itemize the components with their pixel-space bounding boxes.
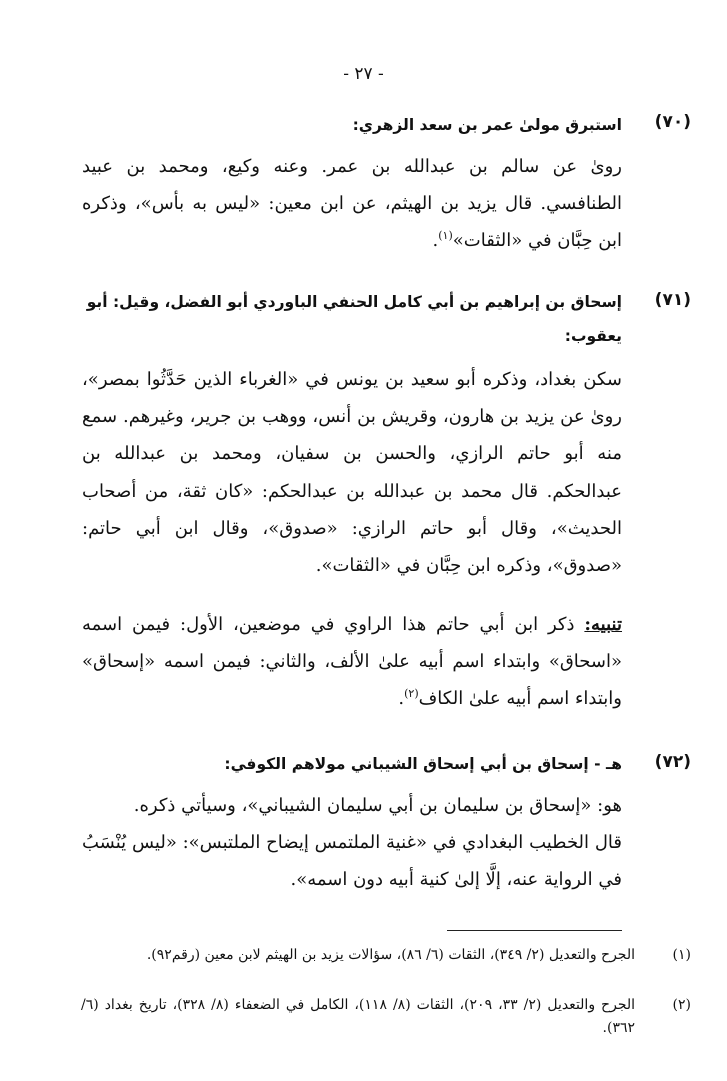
- entry-heading: إسحاق بن إبراهيم بن أبي كامل الحنفي الباوردي أبو الفضل، وقيل: أبو يعقوب:: [86, 293, 622, 345]
- entry-note: [82, 606, 622, 718]
- entry-line: هو: «إسحاق بن سليمان بن أبي سليمان الشيباني»، وسيأتي ذكره.: [133, 795, 622, 816]
- note-end: .: [398, 688, 405, 710]
- entry-number: (٧٢): [654, 752, 691, 772]
- entry-number: (٧٠): [654, 112, 691, 132]
- footnote-number: (١): [672, 947, 691, 963]
- note-text: ذكر ابن أبي حاتم هذا الراوي في موضعين، الأول: فيمن اسمه «اسحاق» وابتداء اسم أبيه علىٰ الألف، والثاني: فيمن اسمه «إسحاق» وابتداء اسم أبيه علىٰ الكاف: [82, 614, 622, 710]
- entry-number: (٧١): [654, 290, 691, 310]
- entry-body-end: .: [432, 230, 439, 252]
- entry-heading: استبرق مولىٰ عمر بن سعد الزهري:: [352, 116, 622, 134]
- note-label: تنبيه:: [584, 614, 622, 635]
- footnote-reference[interactable]: (٢): [404, 687, 419, 701]
- entry-line: قال الخطيب البغدادي في «غنية الملتمس إيضاح الملتبس»: «ليس يُنْسَبُ في الرواية عنه، إلَّا إلىٰ كنية أبيه دون اسمه».: [82, 832, 622, 891]
- page-number: - ٢٧ -: [343, 64, 384, 84]
- entry-body-text: روىٰ عن سالم بن عبدالله بن عمر. وعنه وكيع، ومحمد بن عبيد الطنافسي. قال يزيد بن الهيثم، عن ابن معين: «ليس به بأس»، وذكره ابن حِبَّان في «الثقات»: [82, 156, 622, 252]
- entry-heading: هـ - إسحاق بن أبي إسحاق الشيباني مولاهم الكوفي:: [224, 755, 622, 773]
- footnote-number: (٢): [672, 997, 691, 1013]
- footnote-divider: [447, 930, 622, 931]
- footnote-reference[interactable]: (١): [438, 229, 453, 243]
- footnote-text: الجرح والتعديل (٢/ ٣٤٩)، الثقات (٦/ ٨٦)، سؤالات يزيد بن الهيثم لابن معين (رقم٩٢).: [146, 947, 635, 963]
- footnote: [81, 994, 691, 1044]
- entry-body: [82, 148, 622, 260]
- footnote-text: الجرح والتعديل (٢/ ٣٣، ٢٠٩)، الثقات (٨/ ١١٨)، الكامل في الضعفاء (٨/ ٣٢٨)، تاريخ بغداد (٦/ ٣٦٢).: [81, 997, 636, 1036]
- entry-body: سكن بغداد، وذكره أبو سعيد بن يونس في «الغرباء الذين حَدَّثُوا بمصر»، روىٰ عن يزيد بن هارون، وقريش بن أنس، ووهب بن جرير، وغيرهم. سمع منه أبو حاتم الرازي، والحسن بن سفيان، ومحمد بن عبدالله بن عبدالحكم. قال محمد بن عبدالله بن عبدالحكم: «كان ثقة، من أصحاب الحديث»، وقال أبو حاتم الرازي: «صدوق»، وقال ابن أبي حاتم: «صدوق»، وذكره ابن حِبَّان في «الثقات».: [82, 369, 622, 577]
- footnote: [81, 944, 691, 994]
